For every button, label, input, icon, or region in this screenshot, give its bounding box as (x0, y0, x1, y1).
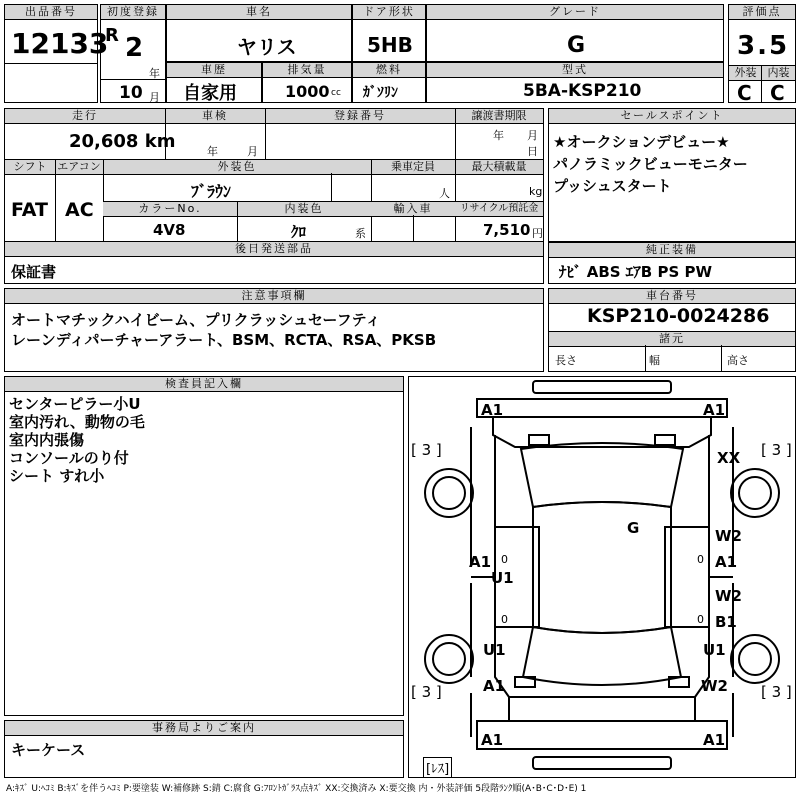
fuel-box (352, 62, 426, 103)
disp-box (262, 62, 352, 103)
ac-label: エアコン (55, 159, 103, 175)
load-label: 最大積載量 (455, 159, 543, 175)
lot-label: 出品番号 (5, 5, 97, 20)
mark-roof: G (627, 519, 640, 537)
door-box (352, 4, 426, 62)
reg-year: 2 (125, 33, 144, 63)
office-label: 事務局よりご案内 (5, 721, 403, 736)
mark-front-right: A1 (703, 401, 726, 419)
int-grade: C (770, 81, 785, 105)
history: 自家用 (183, 83, 237, 104)
lot-number: 12133 (11, 27, 109, 60)
front-section-shape (477, 399, 727, 417)
notes-label: 注意事項欄 (5, 289, 543, 304)
disp-unit: cc (331, 88, 341, 98)
mileage: 20,608 km (69, 131, 176, 152)
sales-line-1: ★オークションデビュー★ (553, 133, 730, 151)
sales-label: セールスポイント (549, 109, 795, 124)
cap-unit: 人 (439, 187, 450, 200)
legend-text: A:ｷｽﾞ U:ﾍｺﾐ B:ｷｽﾞを伴うﾍｺﾐ P:要塗装 W:補修跡 S:錆 C:腐食 G:ﾌﾛﾝﾄｶﾞﾗｽ点ｷｽﾞ XX:交換済み X:要交換 内・外装評価 5段階ﾗﾝｸ順(A･B･C･D･E) 1 (6, 784, 587, 794)
tire-fr-score: [ 3 ] (761, 441, 792, 459)
mark-rear-fender-l: U1 (483, 641, 506, 659)
car-outline (409, 377, 795, 777)
notes-line-2: レーンディパーチャーアラート、BSM、RCTA、RSA、PKSB (11, 331, 437, 349)
mark-fender-fr: XX (717, 449, 741, 467)
mark-door-rr: B1 (715, 613, 737, 631)
equipment: ﾅﾋﾞ ABS ｴｱB PS PW (559, 263, 713, 281)
colorno-label: カラーNo. (103, 201, 237, 217)
int-label: 内装 (762, 65, 795, 81)
tire-rr-score: [ 3 ] (761, 683, 792, 701)
disp-label: 排気量 (263, 63, 351, 78)
shift-label: シフト (5, 159, 55, 175)
dim-length: 長さ (555, 354, 577, 367)
roof-shape (533, 502, 671, 633)
mark-small-l1: 0 (501, 553, 508, 566)
ext-grade: C (737, 81, 752, 105)
history-box (166, 62, 262, 103)
year-unit: 年 (149, 67, 160, 80)
notes-box (4, 288, 544, 372)
spec-block (4, 108, 544, 284)
later-label: 後日発送部品 (5, 241, 543, 257)
later-parts: 保証書 (11, 263, 57, 281)
car-name: ヤリス (237, 35, 297, 59)
equipment-label: 純正装備 (549, 243, 795, 258)
tr-day: 日 (527, 145, 538, 158)
import-label: 輸入車 (371, 201, 455, 217)
first-reg-box (100, 4, 166, 103)
shift: FAT (11, 199, 48, 221)
recycle-label: リサイクル預託金 (455, 201, 543, 217)
mileage-label: 走行 (5, 109, 165, 124)
tire-rl-score: [ 3 ] (411, 683, 442, 701)
ac: AC (65, 199, 94, 221)
mark-rear-r: W2 (701, 677, 728, 695)
mark-front-left: A1 (481, 401, 504, 419)
fuel: ｶﾞｿﾘﾝ (363, 85, 398, 101)
interior-color: ｸﾛ (291, 223, 307, 241)
rear-window-shape (523, 627, 681, 685)
sales-line-3: プッシュスタート (553, 177, 672, 195)
tr-year: 年 (493, 129, 504, 142)
mark-rear-fender-r: U1 (703, 641, 726, 659)
sales-box (548, 108, 796, 242)
mark-bumper-rl: A1 (481, 731, 504, 749)
door-type: 5HB (367, 33, 413, 57)
intcolor-label: 内装色 (237, 201, 371, 217)
dims-label: 諸元 (549, 331, 795, 347)
capacity-label: 乗車定員 (371, 159, 455, 175)
chassis-number: KSP210-0024286 (587, 305, 770, 327)
mark-door-fl: A1 (469, 553, 492, 571)
intcolor-unit: 系 (355, 227, 366, 240)
mark-bumper-rr: A1 (703, 731, 726, 749)
office-box (4, 720, 404, 778)
transfer-label: 譲渡書期限 (455, 109, 543, 124)
insp-month: 月 (247, 145, 258, 158)
color-no: 4V8 (153, 221, 186, 239)
inspector-line-2: 室内汚れ、動物の毛 (9, 413, 145, 431)
mark-small-r1: 0 (697, 553, 704, 566)
model-code: 5BA-KSP210 (523, 81, 642, 101)
displacement: 1000 (285, 82, 330, 101)
fuel-label: 燃料 (353, 63, 425, 78)
chassis-box (548, 288, 796, 372)
ext-label: 外装 (729, 65, 762, 81)
recycle-unit: 円 (532, 227, 543, 240)
inspector-label: 検査員記入欄 (5, 377, 403, 392)
mark-small-l2: 0 (501, 613, 508, 626)
grade: G (567, 33, 586, 58)
reg-month: 10 (119, 83, 143, 103)
mark-rear-l: A1 (483, 677, 506, 695)
recycle-fee: 7,510 (483, 221, 531, 239)
color-label: 外装色 (103, 159, 371, 175)
inspector-line-3: 室内内張傷 (9, 431, 85, 449)
score-label: 評価点 (729, 5, 795, 20)
car-name-box (166, 4, 352, 62)
spare-tire: [ﾚｽ] (423, 757, 452, 778)
mark-small-r2: 0 (697, 613, 704, 626)
score: 3.5 (737, 31, 790, 61)
dim-height: 高さ (727, 354, 749, 367)
rear-bumper-shape (477, 721, 727, 749)
office-note: キーケース (11, 741, 86, 759)
chassis-label: 車台番号 (549, 289, 795, 304)
lot-box (4, 4, 109, 103)
first-reg-label: 初度登録 (101, 5, 165, 20)
equipment-box (548, 242, 796, 284)
grade-box (426, 4, 724, 62)
notes-line-1: オートマチックハイビーム、プリクラッシュセーフティ (11, 311, 381, 329)
load-unit: kg (529, 185, 543, 198)
era: R (105, 25, 119, 46)
front-bumper-top-shape (533, 381, 671, 393)
inspector-line-4: コンソールのり付 (9, 449, 129, 467)
regno-label: 登録番号 (265, 109, 455, 124)
inspection-label: 車検 (165, 109, 265, 124)
dim-width: 幅 (649, 354, 660, 367)
windshield-shape (521, 443, 683, 507)
model-label: 型式 (427, 63, 723, 78)
inspector-line-1: センターピラー小U (9, 395, 141, 413)
insp-year: 年 (207, 145, 218, 158)
inspector-line-5: シート すれ小 (9, 467, 105, 485)
inspector-box (4, 376, 404, 716)
score-box (728, 4, 796, 103)
mark-door-fr-top: W2 (715, 527, 742, 545)
history-label: 車歴 (167, 63, 261, 78)
mark-door-rr-top: W2 (715, 587, 742, 605)
month-unit: 月 (149, 91, 160, 104)
sales-line-2: パノラミックビューモニター (553, 155, 748, 173)
model-box (426, 62, 724, 103)
car-diagram (408, 376, 796, 778)
tr-month: 月 (527, 129, 538, 142)
body-color: ﾌﾞﾗｳﾝ (191, 182, 232, 201)
door-label: ドア形状 (353, 5, 425, 20)
grade-label: グレード (427, 5, 723, 20)
mark-door-fr: A1 (715, 553, 738, 571)
mark-pillar-l: U1 (491, 569, 514, 587)
tire-fl-score: [ 3 ] (411, 441, 442, 459)
car-name-label: 車名 (167, 5, 351, 20)
